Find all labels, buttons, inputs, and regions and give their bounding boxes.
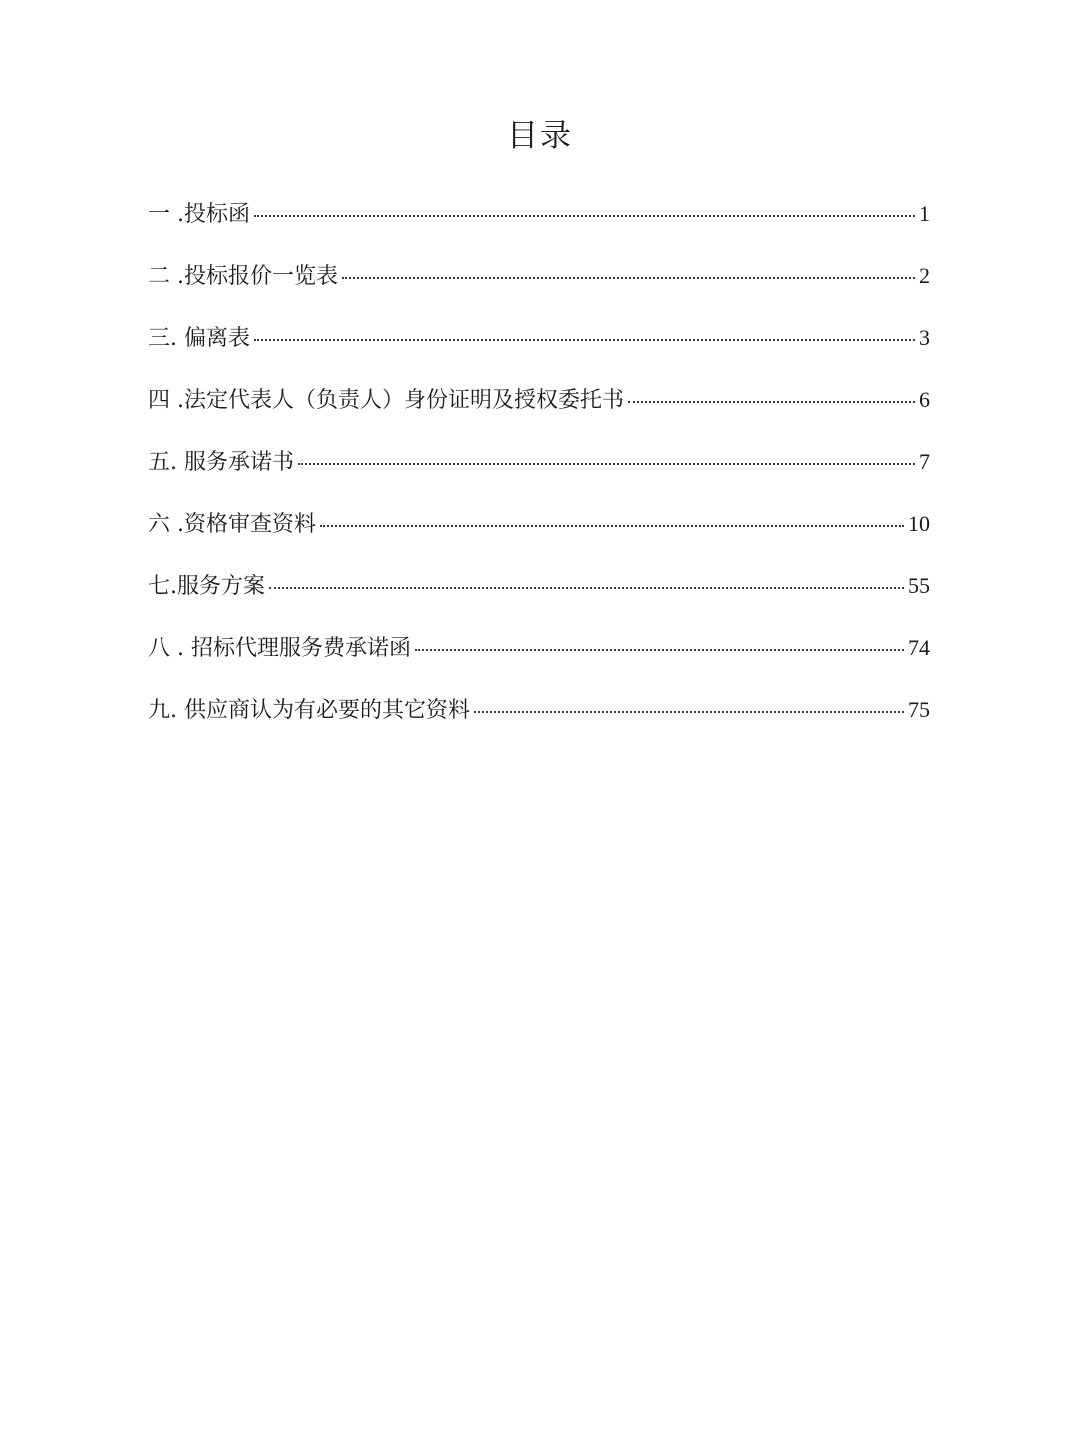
toc-page-number: 3 [919,325,930,350]
toc-entry-label: 九. 供应商认为有必要的其它资料 [148,698,470,723]
toc-dot-leader [320,525,904,527]
toc-entry-label: 六 .资格审查资料 [148,512,316,537]
toc-page-number: 55 [908,573,930,598]
toc-dot-leader [254,215,915,217]
toc-entry-label: 七.服务方案 [148,574,265,599]
toc-dot-leader [342,277,915,279]
toc-entry[interactable] [148,500,930,562]
toc-entry-label: 四 .法定代表人（负责人）身份证明及授权委托书 [148,388,624,413]
toc-page-number: 7 [919,449,930,474]
toc-dot-leader [269,587,904,589]
toc-title: 目录 [507,118,573,154]
toc-page-number: 74 [908,635,930,660]
toc-entry[interactable] [148,686,930,748]
toc-dot-leader [298,463,915,465]
toc-page-number: 2 [919,263,930,288]
toc-dot-leader [628,401,915,403]
toc-entry-label: 八 . 招标代理服务费承诺函 [148,636,411,661]
toc-entry[interactable] [148,376,930,438]
toc-entry[interactable] [148,190,930,252]
toc-entry[interactable] [148,624,930,686]
toc-page-number: 10 [908,511,930,536]
toc-entry-label: 五. 服务承诺书 [148,450,294,475]
toc-page-number: 1 [919,201,930,226]
toc-entry-label: 二 .投标报价一览表 [148,264,338,289]
toc-entry-label: 三. 偏离表 [148,326,250,351]
toc-entry[interactable] [148,252,930,314]
toc-entry[interactable] [148,314,930,376]
toc-dot-leader [415,649,904,651]
toc-page-number: 75 [908,697,930,722]
toc-page-number: 6 [919,387,930,412]
toc-dot-leader [254,339,915,341]
toc-dot-leader [474,711,904,713]
toc-entry[interactable] [148,562,930,624]
table-of-contents [148,190,930,748]
toc-entry-label: 一 .投标函 [148,202,250,227]
toc-entry[interactable] [148,438,930,500]
